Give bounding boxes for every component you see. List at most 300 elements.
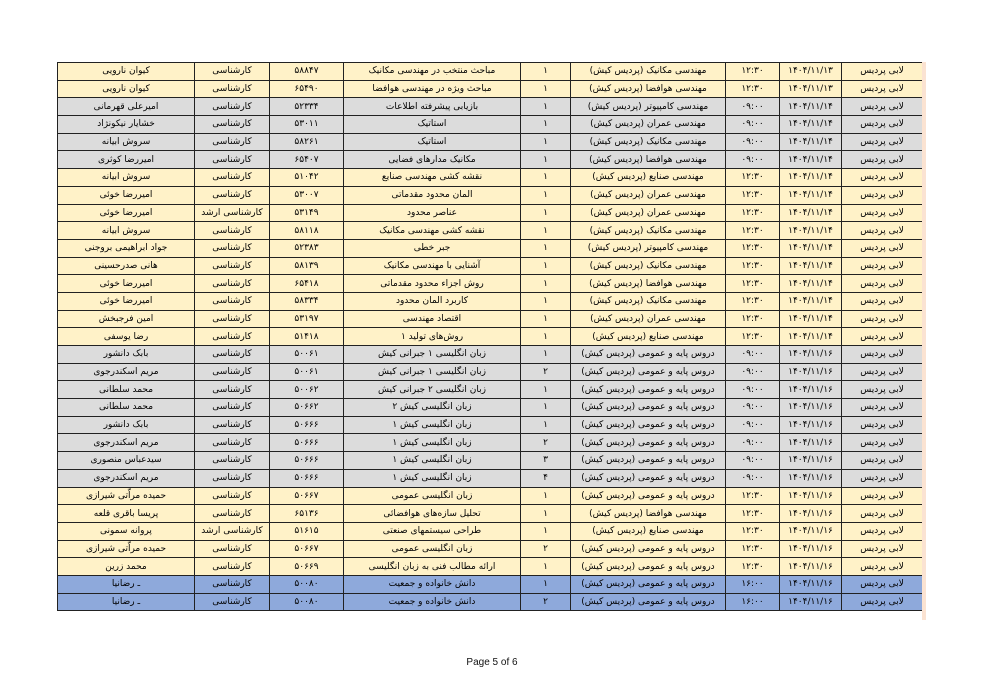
level-cell: کارشناسی ارشد bbox=[195, 522, 270, 540]
time-cell: ۱۲:۳۰ bbox=[726, 505, 780, 523]
department-cell: دروس پایه و عمومی (پردیس کیش) bbox=[571, 416, 726, 434]
time-cell: ۰۹:۰۰ bbox=[726, 381, 780, 399]
department-cell: مهندسی مکانیک (پردیس کیش) bbox=[571, 222, 726, 240]
course-code-cell: ۶۵۴۱۸ bbox=[270, 275, 344, 293]
time-cell: ۰۹:۰۰ bbox=[726, 151, 780, 169]
course-name-cell: استاتیک bbox=[344, 133, 521, 151]
level-cell: کارشناسی bbox=[195, 452, 270, 470]
time-cell: ۰۹:۰۰ bbox=[726, 346, 780, 364]
time-cell: ۱۲:۳۰ bbox=[726, 540, 780, 558]
course-code-cell: ۵۸۱۳۹ bbox=[270, 257, 344, 275]
time-cell: ۱۲:۳۰ bbox=[726, 487, 780, 505]
course-name-cell: زبان انگلیسی عمومی bbox=[344, 487, 521, 505]
location-cell: لابی پردیس bbox=[842, 416, 923, 434]
location-cell: لابی پردیس bbox=[842, 292, 923, 310]
location-cell: لابی پردیس bbox=[842, 469, 923, 487]
location-cell: لابی پردیس bbox=[842, 381, 923, 399]
time-cell: ۱۲:۳۰ bbox=[726, 63, 780, 81]
course-code-cell: ۵۱۶۱۵ bbox=[270, 522, 344, 540]
date-cell: ۱۴۰۴/۱۱/۱۴ bbox=[780, 98, 842, 116]
course-code-cell: ۵۰۶۶۷ bbox=[270, 487, 344, 505]
table-row bbox=[58, 63, 923, 81]
department-cell: مهندسی عمران (پردیس کیش) bbox=[571, 310, 726, 328]
date-cell: ۱۴۰۴/۱۱/۱۶ bbox=[780, 575, 842, 593]
course-code-cell: ۵۰۶۶۶ bbox=[270, 452, 344, 470]
level-cell: کارشناسی bbox=[195, 363, 270, 381]
date-cell: ۱۴۰۴/۱۱/۱۶ bbox=[780, 363, 842, 381]
date-cell: ۱۴۰۴/۱۱/۱۴ bbox=[780, 239, 842, 257]
group-cell: ۱ bbox=[521, 416, 571, 434]
table-row bbox=[58, 275, 923, 293]
location-cell: لابی پردیس bbox=[842, 80, 923, 98]
instructor-cell: امیرعلی قهرمانی bbox=[58, 98, 195, 116]
department-cell: مهندسی مکانیک (پردیس کیش) bbox=[571, 257, 726, 275]
course-code-cell: ۵۲۳۸۳ bbox=[270, 239, 344, 257]
instructor-cell: کیوان نارویی bbox=[58, 63, 195, 81]
date-cell: ۱۴۰۴/۱۱/۱۴ bbox=[780, 328, 842, 346]
group-cell: ۱ bbox=[521, 575, 571, 593]
instructor-cell: هانی صدرحسینی bbox=[58, 257, 195, 275]
level-cell: کارشناسی bbox=[195, 292, 270, 310]
exam-schedule-table bbox=[57, 62, 923, 611]
level-cell: کارشناسی bbox=[195, 98, 270, 116]
group-cell: ۱ bbox=[521, 558, 571, 576]
level-cell: کارشناسی bbox=[195, 381, 270, 399]
course-code-cell: ۵۸۸۴۷ bbox=[270, 63, 344, 81]
course-name-cell: روش‌های تولید ۱ bbox=[344, 328, 521, 346]
department-cell: مهندسی کامپیوتر (پردیس کیش) bbox=[571, 239, 726, 257]
date-cell: ۱۴۰۴/۱۱/۱۴ bbox=[780, 222, 842, 240]
location-cell: لابی پردیس bbox=[842, 346, 923, 364]
table-row bbox=[58, 98, 923, 116]
table-row bbox=[58, 381, 923, 399]
time-cell: ۰۹:۰۰ bbox=[726, 469, 780, 487]
group-cell: ۱ bbox=[521, 151, 571, 169]
location-cell: لابی پردیس bbox=[842, 593, 923, 611]
course-name-cell: استاتیک bbox=[344, 116, 521, 134]
department-cell: مهندسی عمران (پردیس کیش) bbox=[571, 204, 726, 222]
date-cell: ۱۴۰۴/۱۱/۱۶ bbox=[780, 416, 842, 434]
instructor-cell: حمیده مراّتی شیرازی bbox=[58, 540, 195, 558]
level-cell: کارشناسی bbox=[195, 505, 270, 523]
course-name-cell: دانش خانواده و جمعیت bbox=[344, 593, 521, 611]
level-cell: کارشناسی bbox=[195, 257, 270, 275]
group-cell: ۱ bbox=[521, 98, 571, 116]
time-cell: ۱۲:۳۰ bbox=[726, 222, 780, 240]
department-cell: مهندسی صنایع (پردیس کیش) bbox=[571, 328, 726, 346]
group-cell: ۱ bbox=[521, 239, 571, 257]
date-cell: ۱۴۰۴/۱۱/۱۴ bbox=[780, 310, 842, 328]
group-cell: ۱ bbox=[521, 310, 571, 328]
course-name-cell: زبان انگلیسی کیش ۲ bbox=[344, 399, 521, 417]
group-cell: ۱ bbox=[521, 505, 571, 523]
course-code-cell: ۵۳۰۰۷ bbox=[270, 186, 344, 204]
table-row bbox=[58, 186, 923, 204]
instructor-cell: امین فرجبخش bbox=[58, 310, 195, 328]
department-cell: مهندسی مکانیک (پردیس کیش) bbox=[571, 292, 726, 310]
table-row bbox=[58, 328, 923, 346]
location-cell: لابی پردیس bbox=[842, 434, 923, 452]
level-cell: کارشناسی bbox=[195, 186, 270, 204]
date-cell: ۱۴۰۴/۱۱/۱۶ bbox=[780, 399, 842, 417]
level-cell: کارشناسی bbox=[195, 328, 270, 346]
table-row bbox=[58, 257, 923, 275]
course-name-cell: المان محدود مقدماتی bbox=[344, 186, 521, 204]
course-name-cell: روش اجزاء محدود مقدماتی bbox=[344, 275, 521, 293]
location-cell: لابی پردیس bbox=[842, 257, 923, 275]
group-cell: ۲ bbox=[521, 593, 571, 611]
location-cell: لابی پردیس bbox=[842, 452, 923, 470]
instructor-cell: بابک دانشور bbox=[58, 416, 195, 434]
course-code-cell: ۵۰۶۶۶ bbox=[270, 434, 344, 452]
instructor-cell: سروش ابیانه bbox=[58, 169, 195, 187]
course-name-cell: زبان انگلیسی کیش ۱ bbox=[344, 469, 521, 487]
page-number: Page 5 of 6 bbox=[466, 657, 518, 668]
department-cell: مهندسی صنایع (پردیس کیش) bbox=[571, 169, 726, 187]
department-cell: دروس پایه و عمومی (پردیس کیش) bbox=[571, 346, 726, 364]
course-code-cell: ۵۰۶۶۶ bbox=[270, 416, 344, 434]
course-code-cell: ۶۵۱۳۶ bbox=[270, 505, 344, 523]
course-code-cell: ۵۱۴۱۸ bbox=[270, 328, 344, 346]
time-cell: ۱۲:۳۰ bbox=[726, 186, 780, 204]
course-name-cell: نقشه کشی مهندسی مکانیک bbox=[344, 222, 521, 240]
location-cell: لابی پردیس bbox=[842, 310, 923, 328]
instructor-cell: بابک دانشور bbox=[58, 346, 195, 364]
level-cell: کارشناسی bbox=[195, 540, 270, 558]
department-cell: دروس پایه و عمومی (پردیس کیش) bbox=[571, 363, 726, 381]
time-cell: ۱۲:۳۰ bbox=[726, 239, 780, 257]
course-name-cell: عناصر محدود bbox=[344, 204, 521, 222]
course-code-cell: ۵۰۶۶۷ bbox=[270, 540, 344, 558]
time-cell: ۰۹:۰۰ bbox=[726, 98, 780, 116]
course-name-cell: زبان انگلیسی عمومی bbox=[344, 540, 521, 558]
group-cell: ۱ bbox=[521, 328, 571, 346]
course-code-cell: ۵۰۶۶۹ bbox=[270, 558, 344, 576]
time-cell: ۰۹:۰۰ bbox=[726, 452, 780, 470]
table-row bbox=[58, 452, 923, 470]
course-name-cell: تحلیل سازه‌های هوافضائی bbox=[344, 505, 521, 523]
course-code-cell: ۶۵۴۹۰ bbox=[270, 80, 344, 98]
time-cell: ۱۲:۳۰ bbox=[726, 328, 780, 346]
instructor-cell: امیررضا خوئی bbox=[58, 292, 195, 310]
group-cell: ۱ bbox=[521, 346, 571, 364]
location-cell: لابی پردیس bbox=[842, 63, 923, 81]
table-row bbox=[58, 116, 923, 134]
location-cell: لابی پردیس bbox=[842, 558, 923, 576]
group-cell: ۲ bbox=[521, 363, 571, 381]
department-cell: مهندسی مکانیک (پردیس کیش) bbox=[571, 133, 726, 151]
course-code-cell: ۵۲۳۳۴ bbox=[270, 98, 344, 116]
level-cell: کارشناسی bbox=[195, 487, 270, 505]
department-cell: مهندسی کامپیوتر (پردیس کیش) bbox=[571, 98, 726, 116]
group-cell: ۱ bbox=[521, 399, 571, 417]
table-row bbox=[58, 239, 923, 257]
course-name-cell: مباحث ویژه در مهندسی هوافضا bbox=[344, 80, 521, 98]
course-name-cell: دانش خانواده و جمعیت bbox=[344, 575, 521, 593]
department-cell: دروس پایه و عمومی (پردیس کیش) bbox=[571, 434, 726, 452]
course-name-cell: نقشه کشی مهندسی صنایع bbox=[344, 169, 521, 187]
group-cell: ۱ bbox=[521, 186, 571, 204]
date-cell: ۱۴۰۴/۱۱/۱۴ bbox=[780, 116, 842, 134]
instructor-cell: جواد ابراهیمی بروجنی bbox=[58, 239, 195, 257]
time-cell: ۱۲:۳۰ bbox=[726, 257, 780, 275]
date-cell: ۱۴۰۴/۱۱/۱۶ bbox=[780, 381, 842, 399]
instructor-cell: سیدعباس منصوری bbox=[58, 452, 195, 470]
course-name-cell: ارائه مطالب فنی به زبان انگلیسی bbox=[344, 558, 521, 576]
table-row bbox=[58, 363, 923, 381]
table-row bbox=[58, 169, 923, 187]
course-name-cell: کاربرد المان محدود bbox=[344, 292, 521, 310]
course-name-cell: اقتصاد مهندسی bbox=[344, 310, 521, 328]
time-cell: ۱۲:۳۰ bbox=[726, 275, 780, 293]
department-cell: دروس پایه و عمومی (پردیس کیش) bbox=[571, 381, 726, 399]
department-cell: مهندسی هوافضا (پردیس کیش) bbox=[571, 505, 726, 523]
course-name-cell: زبان انگلیسی کیش ۱ bbox=[344, 434, 521, 452]
table-row bbox=[58, 133, 923, 151]
date-cell: ۱۴۰۴/۱۱/۱۴ bbox=[780, 257, 842, 275]
location-cell: لابی پردیس bbox=[842, 522, 923, 540]
level-cell: کارشناسی bbox=[195, 593, 270, 611]
date-cell: ۱۴۰۴/۱۱/۱۶ bbox=[780, 346, 842, 364]
course-code-cell: ۵۰۶۶۶ bbox=[270, 469, 344, 487]
location-cell: لابی پردیس bbox=[842, 204, 923, 222]
location-cell: لابی پردیس bbox=[842, 151, 923, 169]
date-cell: ۱۴۰۴/۱۱/۱۶ bbox=[780, 505, 842, 523]
course-code-cell: ۵۸۲۶۱ bbox=[270, 133, 344, 151]
time-cell: ۰۹:۰۰ bbox=[726, 133, 780, 151]
table-row bbox=[58, 346, 923, 364]
course-name-cell: مباحث منتخب در مهندسی مکانیک bbox=[344, 63, 521, 81]
location-cell: لابی پردیس bbox=[842, 275, 923, 293]
date-cell: ۱۴۰۴/۱۱/۱۳ bbox=[780, 80, 842, 98]
time-cell: ۱۲:۳۰ bbox=[726, 169, 780, 187]
department-cell: مهندسی عمران (پردیس کیش) bbox=[571, 116, 726, 134]
department-cell: دروس پایه و عمومی (پردیس کیش) bbox=[571, 540, 726, 558]
level-cell: کارشناسی ارشد bbox=[195, 204, 270, 222]
level-cell: کارشناسی bbox=[195, 222, 270, 240]
time-cell: ۰۹:۰۰ bbox=[726, 416, 780, 434]
level-cell: کارشناسی bbox=[195, 558, 270, 576]
level-cell: کارشناسی bbox=[195, 169, 270, 187]
date-cell: ۱۴۰۴/۱۱/۱۴ bbox=[780, 275, 842, 293]
table-row bbox=[58, 540, 923, 558]
time-cell: ۰۹:۰۰ bbox=[726, 399, 780, 417]
sheet-edge-strip bbox=[922, 62, 926, 620]
instructor-cell: ـ رضانیا bbox=[58, 593, 195, 611]
course-name-cell: آشنایی با مهندسی مکانیک bbox=[344, 257, 521, 275]
department-cell: دروس پایه و عمومی (پردیس کیش) bbox=[571, 575, 726, 593]
level-cell: کارشناسی bbox=[195, 310, 270, 328]
course-name-cell: زبان انگلیسی ۲ جبرانی کیش bbox=[344, 381, 521, 399]
date-cell: ۱۴۰۴/۱۱/۱۶ bbox=[780, 434, 842, 452]
time-cell: ۱۲:۳۰ bbox=[726, 292, 780, 310]
date-cell: ۱۴۰۴/۱۱/۱۴ bbox=[780, 204, 842, 222]
date-cell: ۱۴۰۴/۱۱/۱۴ bbox=[780, 133, 842, 151]
department-cell: دروس پایه و عمومی (پردیس کیش) bbox=[571, 469, 726, 487]
table-row bbox=[58, 558, 923, 576]
group-cell: ۱ bbox=[521, 487, 571, 505]
course-code-cell: ۵۰۰۶۲ bbox=[270, 381, 344, 399]
instructor-cell: محمد سلطانی bbox=[58, 399, 195, 417]
location-cell: لابی پردیس bbox=[842, 133, 923, 151]
location-cell: لابی پردیس bbox=[842, 328, 923, 346]
course-code-cell: ۵۳۰۱۱ bbox=[270, 116, 344, 134]
table-row bbox=[58, 399, 923, 417]
instructor-cell: خشایار نیکونژاد bbox=[58, 116, 195, 134]
course-code-cell: ۵۸۳۳۴ bbox=[270, 292, 344, 310]
course-code-cell: ۵۱۰۴۲ bbox=[270, 169, 344, 187]
table-row bbox=[58, 222, 923, 240]
instructor-cell: ـ رضانیا bbox=[58, 575, 195, 593]
instructor-cell: پریسا باقری قلعه bbox=[58, 505, 195, 523]
instructor-cell: پروانه سمونی bbox=[58, 522, 195, 540]
group-cell: ۱ bbox=[521, 133, 571, 151]
table-row bbox=[58, 80, 923, 98]
instructor-cell: کیوان نارویی bbox=[58, 80, 195, 98]
table-row bbox=[58, 292, 923, 310]
instructor-cell: محمد سلطانی bbox=[58, 381, 195, 399]
level-cell: کارشناسی bbox=[195, 399, 270, 417]
time-cell: ۰۹:۰۰ bbox=[726, 434, 780, 452]
department-cell: دروس پایه و عمومی (پردیس کیش) bbox=[571, 452, 726, 470]
location-cell: لابی پردیس bbox=[842, 116, 923, 134]
course-name-cell: مکانیک مدارهای فضایی bbox=[344, 151, 521, 169]
location-cell: لابی پردیس bbox=[842, 399, 923, 417]
table-row bbox=[58, 593, 923, 611]
group-cell: ۳ bbox=[521, 452, 571, 470]
location-cell: لابی پردیس bbox=[842, 363, 923, 381]
course-name-cell: جبر خطی bbox=[344, 239, 521, 257]
department-cell: مهندسی مکانیک (پردیس کیش) bbox=[571, 63, 726, 81]
course-code-cell: ۵۰۰۸۰ bbox=[270, 593, 344, 611]
table-row bbox=[58, 505, 923, 523]
course-name-cell: بازیابی پیشرفته اطلاعات bbox=[344, 98, 521, 116]
group-cell: ۱ bbox=[521, 222, 571, 240]
level-cell: کارشناسی bbox=[195, 275, 270, 293]
table-row bbox=[58, 310, 923, 328]
instructor-cell: امیررضا کوثری bbox=[58, 151, 195, 169]
group-cell: ۱ bbox=[521, 63, 571, 81]
time-cell: ۰۹:۰۰ bbox=[726, 363, 780, 381]
instructor-cell: امیررضا خوئی bbox=[58, 275, 195, 293]
course-code-cell: ۵۸۱۱۸ bbox=[270, 222, 344, 240]
date-cell: ۱۴۰۴/۱۱/۱۶ bbox=[780, 452, 842, 470]
date-cell: ۱۴۰۴/۱۱/۱۶ bbox=[780, 593, 842, 611]
time-cell: ۱۶:۰۰ bbox=[726, 593, 780, 611]
location-cell: لابی پردیس bbox=[842, 487, 923, 505]
time-cell: ۱۲:۳۰ bbox=[726, 310, 780, 328]
instructor-cell: سروش ابیانه bbox=[58, 133, 195, 151]
instructor-cell: مریم اسکندرجوی bbox=[58, 469, 195, 487]
date-cell: ۱۴۰۴/۱۱/۱۴ bbox=[780, 186, 842, 204]
location-cell: لابی پردیس bbox=[842, 239, 923, 257]
level-cell: کارشناسی bbox=[195, 63, 270, 81]
group-cell: ۱ bbox=[521, 80, 571, 98]
course-code-cell: ۶۵۴۰۷ bbox=[270, 151, 344, 169]
group-cell: ۱ bbox=[521, 116, 571, 134]
instructor-cell: مریم اسکندرجوی bbox=[58, 363, 195, 381]
date-cell: ۱۴۰۴/۱۱/۱۶ bbox=[780, 522, 842, 540]
level-cell: کارشناسی bbox=[195, 239, 270, 257]
instructor-cell: مریم اسکندرجوی bbox=[58, 434, 195, 452]
time-cell: ۱۲:۳۰ bbox=[726, 558, 780, 576]
department-cell: مهندسی هوافضا (پردیس کیش) bbox=[571, 275, 726, 293]
table-row bbox=[58, 469, 923, 487]
date-cell: ۱۴۰۴/۱۱/۱۶ bbox=[780, 558, 842, 576]
time-cell: ۱۲:۳۰ bbox=[726, 522, 780, 540]
table-row bbox=[58, 434, 923, 452]
table-row bbox=[58, 487, 923, 505]
instructor-cell: امیررضا خوئی bbox=[58, 204, 195, 222]
time-cell: ۰۹:۰۰ bbox=[726, 116, 780, 134]
date-cell: ۱۴۰۴/۱۱/۱۶ bbox=[780, 469, 842, 487]
instructor-cell: حمیده مراّتی شیرازی bbox=[58, 487, 195, 505]
location-cell: لابی پردیس bbox=[842, 505, 923, 523]
instructor-cell: محمد زرین bbox=[58, 558, 195, 576]
course-name-cell: زبان انگلیسی کیش ۱ bbox=[344, 452, 521, 470]
time-cell: ۱۲:۳۰ bbox=[726, 204, 780, 222]
level-cell: کارشناسی bbox=[195, 133, 270, 151]
group-cell: ۱ bbox=[521, 522, 571, 540]
date-cell: ۱۴۰۴/۱۱/۱۶ bbox=[780, 487, 842, 505]
location-cell: لابی پردیس bbox=[842, 540, 923, 558]
table-row bbox=[58, 204, 923, 222]
department-cell: دروس پایه و عمومی (پردیس کیش) bbox=[571, 593, 726, 611]
date-cell: ۱۴۰۴/۱۱/۱۴ bbox=[780, 292, 842, 310]
course-name-cell: زبان انگلیسی ۱ جبرانی کیش bbox=[344, 363, 521, 381]
group-cell: ۱ bbox=[521, 292, 571, 310]
course-code-cell: ۵۰۶۶۲ bbox=[270, 399, 344, 417]
course-code-cell: ۵۰۰۶۱ bbox=[270, 363, 344, 381]
course-code-cell: ۵۳۱۹۷ bbox=[270, 310, 344, 328]
group-cell: ۴ bbox=[521, 469, 571, 487]
location-cell: لابی پردیس bbox=[842, 169, 923, 187]
level-cell: کارشناسی bbox=[195, 575, 270, 593]
department-cell: دروس پایه و عمومی (پردیس کیش) bbox=[571, 487, 726, 505]
group-cell: ۲ bbox=[521, 540, 571, 558]
table-row bbox=[58, 522, 923, 540]
department-cell: مهندسی صنایع (پردیس کیش) bbox=[571, 522, 726, 540]
department-cell: دروس پایه و عمومی (پردیس کیش) bbox=[571, 399, 726, 417]
group-cell: ۱ bbox=[521, 275, 571, 293]
table-row bbox=[58, 416, 923, 434]
course-name-cell: زبان انگلیسی ۱ جبرانی کیش bbox=[344, 346, 521, 364]
location-cell: لابی پردیس bbox=[842, 186, 923, 204]
level-cell: کارشناسی bbox=[195, 416, 270, 434]
level-cell: کارشناسی bbox=[195, 116, 270, 134]
time-cell: ۱۲:۳۰ bbox=[726, 80, 780, 98]
course-code-cell: ۵۰۰۶۱ bbox=[270, 346, 344, 364]
department-cell: مهندسی هوافضا (پردیس کیش) bbox=[571, 80, 726, 98]
level-cell: کارشناسی bbox=[195, 346, 270, 364]
department-cell: دروس پایه و عمومی (پردیس کیش) bbox=[571, 558, 726, 576]
instructor-cell: امیررضا خوئی bbox=[58, 186, 195, 204]
course-name-cell: طراحی سیستمهای صنعتی bbox=[344, 522, 521, 540]
table-row bbox=[58, 575, 923, 593]
location-cell: لابی پردیس bbox=[842, 98, 923, 116]
date-cell: ۱۴۰۴/۱۱/۱۳ bbox=[780, 63, 842, 81]
level-cell: کارشناسی bbox=[195, 80, 270, 98]
date-cell: ۱۴۰۴/۱۱/۱۴ bbox=[780, 169, 842, 187]
instructor-cell: سروش ابیانه bbox=[58, 222, 195, 240]
level-cell: کارشناسی bbox=[195, 469, 270, 487]
course-code-cell: ۵۳۱۴۹ bbox=[270, 204, 344, 222]
instructor-cell: رضا یوسفی bbox=[58, 328, 195, 346]
course-name-cell: زبان انگلیسی کیش ۱ bbox=[344, 416, 521, 434]
department-cell: مهندسی عمران (پردیس کیش) bbox=[571, 186, 726, 204]
group-cell: ۱ bbox=[521, 381, 571, 399]
time-cell: ۱۶:۰۰ bbox=[726, 575, 780, 593]
